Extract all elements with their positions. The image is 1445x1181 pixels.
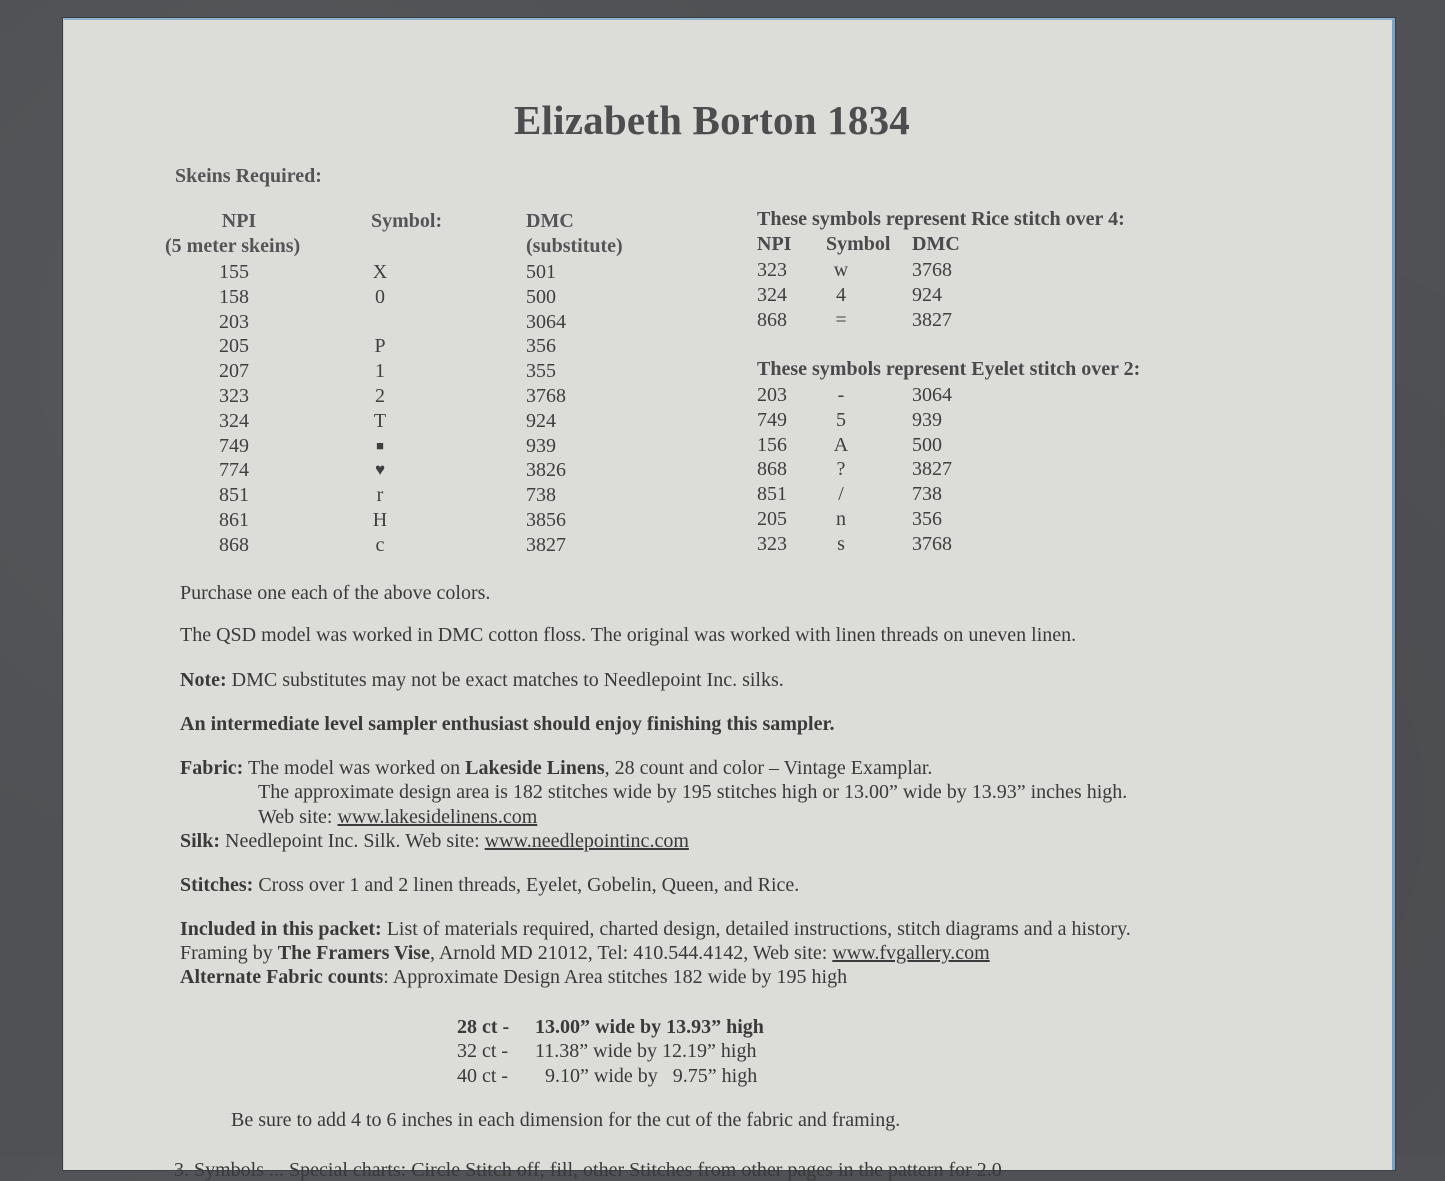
eyelet-npi-column	[757, 383, 787, 557]
symbol-cell: 0	[375, 285, 385, 308]
stitches-text: Cross over 1 and 2 linen threads, Eyelet, Gobelin, Queen, and Rice.	[253, 874, 800, 896]
rice-col-header-symbol: Symbol	[826, 233, 891, 255]
dmc-cell: 356	[526, 335, 556, 358]
col-header-npi: NPI	[221, 210, 257, 232]
eyelet-dmc-column	[912, 383, 952, 557]
eyelet-npi-cell: 156	[757, 433, 787, 456]
silk-label: Silk:	[180, 830, 221, 852]
note-text: DMC substitutes may not be exact matches to Needlepoint Inc. silks.	[226, 669, 784, 691]
rice-symbol-cell: w	[833, 259, 849, 281]
npi-cell: 155	[219, 261, 249, 283]
needlepoint-inc-link[interactable]: www.needlepointinc.com	[484, 830, 689, 852]
count-size: 9.10” wide by 9.75” high	[535, 1065, 758, 1087]
packet-line	[180, 918, 1131, 941]
count-label: 40 ct -	[457, 1065, 509, 1087]
rice-symbol-cell: 4	[836, 283, 846, 306]
symbol-cell: c	[375, 533, 385, 556]
dmc-column	[526, 260, 606, 558]
fabric-line	[180, 757, 932, 780]
npi-cell: 205	[219, 335, 249, 358]
dmc-cell: 355	[526, 360, 556, 383]
fabric-label: Fabric:	[180, 757, 244, 779]
dmc-cell: 500	[526, 285, 556, 308]
rice-dmc-cell: 3827	[912, 308, 952, 331]
symbol-cell: X	[372, 261, 388, 283]
rice-symbol-cell: =	[835, 308, 847, 331]
fvgallery-link[interactable]: www.fvgallery.com	[832, 942, 990, 964]
framing-text-after: , Arnold MD 21012, Tel: 410.544.4142, Web site:	[429, 942, 833, 964]
rice-symbol-column	[829, 258, 853, 332]
eyelet-stitch-heading: These symbols represent Eyelet stitch over 2:	[757, 358, 1141, 380]
dmc-cell: 3064	[526, 310, 566, 333]
printed-page	[63, 18, 1395, 1181]
npi-cell: 749	[219, 434, 249, 457]
eyelet-symbol-cell: ?	[836, 458, 846, 481]
eyelet-npi-cell: 749	[757, 408, 787, 431]
design-area-line: The approximate design area is 182 stitches wide by 195 stitches high or 13.00” wide by 13.93” inches high.	[258, 781, 1128, 803]
npi-cell: 861	[219, 508, 249, 531]
npi-cell: 324	[219, 409, 249, 432]
rice-npi-column	[757, 258, 787, 332]
eyelet-symbol-cell: A	[833, 433, 849, 456]
eyelet-symbol-column	[829, 383, 853, 557]
symbol-column	[360, 260, 400, 558]
count-size: 13.00” wide by 13.93” high	[535, 1016, 764, 1038]
eyelet-npi-cell: 323	[757, 532, 787, 555]
eyelet-symbol-cell: /	[838, 483, 844, 506]
col-header-symbol: Symbol:	[371, 210, 443, 232]
eyelet-symbol-cell: 5	[836, 408, 846, 431]
symbol-cell: T	[373, 409, 387, 432]
dmc-cell: 3827	[526, 533, 566, 556]
dmc-cell: 939	[526, 434, 556, 457]
npi-cell: 851	[219, 484, 249, 507]
col-header-dmc: DMC	[526, 210, 574, 232]
cut-note: Be sure to add 4 to 6 inches in each dimension for the cut of the fabric and framing.	[231, 1109, 901, 1131]
dmc-cell: 3826	[526, 459, 566, 482]
npi-cell: 207	[219, 360, 249, 383]
alternate-counts-line	[180, 966, 847, 989]
symbol-cell: P	[374, 335, 386, 358]
eyelet-dmc-cell: 500	[912, 433, 942, 456]
symbol-cell: r	[376, 484, 384, 507]
rice-dmc-cell: 3768	[912, 259, 952, 281]
col-header-dmc-sub: (substitute)	[526, 235, 623, 257]
eyelet-dmc-cell: 3064	[912, 384, 952, 406]
eyelet-dmc-cell: 3827	[912, 458, 952, 481]
rice-dmc-cell: 924	[912, 283, 942, 306]
eyelet-dmc-cell: 3768	[912, 532, 952, 555]
fabric-web-label: Web site:	[258, 806, 338, 828]
qsd-paragraph: The QSD model was worked in DMC cotton floss. The original was worked with linen threads on uneven linen.	[180, 624, 1077, 646]
eyelet-symbol-cell: -	[837, 384, 845, 406]
framing-text-before: Framing by	[180, 942, 278, 964]
symbol-cell: 1	[375, 360, 385, 383]
fabric-brand: Lakeside Linens	[465, 757, 605, 779]
rice-npi-cell: 868	[757, 308, 787, 331]
heart-symbol-icon: ♥	[374, 460, 386, 480]
npi-cell: 868	[219, 533, 249, 556]
dmc-cell: 738	[526, 484, 556, 507]
eyelet-dmc-cell: 939	[912, 408, 942, 431]
packet-text: List of materials required, charted design, detailed instructions, stitch diagrams and a history.	[381, 918, 1131, 940]
silk-text: Needlepoint Inc. Silk. Web site:	[220, 830, 485, 852]
rice-dmc-column	[912, 258, 952, 332]
note-paragraph	[180, 669, 784, 692]
count-label: 32 ct -	[457, 1040, 509, 1062]
count-label: 28 ct -	[457, 1016, 510, 1038]
eyelet-symbol-cell: s	[837, 532, 845, 555]
square-symbol-icon: ■	[376, 437, 384, 453]
dmc-cell: 924	[526, 409, 556, 432]
npi-cell: 323	[219, 384, 249, 407]
rice-col-header-npi: NPI	[757, 233, 792, 255]
rice-col-header-dmc: DMC	[912, 233, 960, 255]
fabric-text-before: The model was worked on	[247, 757, 466, 779]
alternate-label: Alternate Fabric counts	[180, 966, 384, 988]
stitches-line	[180, 874, 799, 897]
stitches-label: Stitches:	[180, 874, 254, 896]
eyelet-symbol-cell: n	[836, 507, 846, 530]
intermediate-paragraph: An intermediate level sampler enthusiast should enjoy finishing this sampler.	[180, 713, 835, 735]
framer-name: The Framers Vise	[277, 942, 430, 964]
symbol-cell	[360, 310, 400, 335]
silk-line	[180, 830, 689, 853]
eyelet-npi-cell: 868	[757, 458, 787, 481]
alternate-text: : Approximate Design Area stitches 182 wide by 195 high	[383, 966, 848, 988]
dmc-cell: 3768	[526, 384, 566, 407]
purchase-paragraph: Purchase one each of the above colors.	[180, 582, 491, 604]
npi-cell: 203	[219, 310, 249, 333]
dmc-cell: 501	[526, 261, 556, 283]
cut-off-text-line: 3. Symbols ... Special charts: Circle Stitch off, fill, other Stitches from other pages in the pattern for 2.0	[174, 1159, 1002, 1181]
rice-stitch-heading: These symbols represent Rice stitch over 4:	[757, 208, 1125, 230]
eyelet-dmc-cell: 738	[912, 483, 942, 506]
fabric-website-line	[258, 806, 537, 829]
npi-column	[199, 260, 269, 558]
lakeside-linens-link[interactable]: www.lakesidelinens.com	[337, 806, 538, 828]
skeins-heading: Skeins Required:	[175, 165, 322, 187]
rice-npi-cell: 323	[757, 259, 787, 281]
framing-line	[180, 942, 990, 965]
eyelet-npi-cell: 203	[757, 384, 787, 406]
npi-cell: 774	[219, 459, 249, 482]
rice-npi-cell: 324	[757, 283, 787, 306]
fabric-text-after: , 28 count and color – Vintage Examplar.	[604, 757, 933, 779]
page-title: Elizabeth Borton 1834	[514, 97, 910, 143]
npi-cell: 158	[219, 285, 249, 308]
col-header-npi-sub: (5 meter skeins)	[165, 235, 301, 257]
symbol-cell: 2	[375, 384, 385, 407]
dmc-cell: 3856	[526, 508, 566, 531]
eyelet-npi-cell: 205	[757, 507, 787, 530]
eyelet-npi-cell: 851	[757, 483, 787, 506]
note-label: Note:	[180, 669, 227, 691]
symbol-cell: H	[372, 508, 388, 531]
count-size: 11.38” wide by 12.19” high	[535, 1040, 757, 1062]
eyelet-dmc-cell: 356	[912, 507, 942, 530]
packet-label: Included in this packet:	[180, 918, 382, 940]
